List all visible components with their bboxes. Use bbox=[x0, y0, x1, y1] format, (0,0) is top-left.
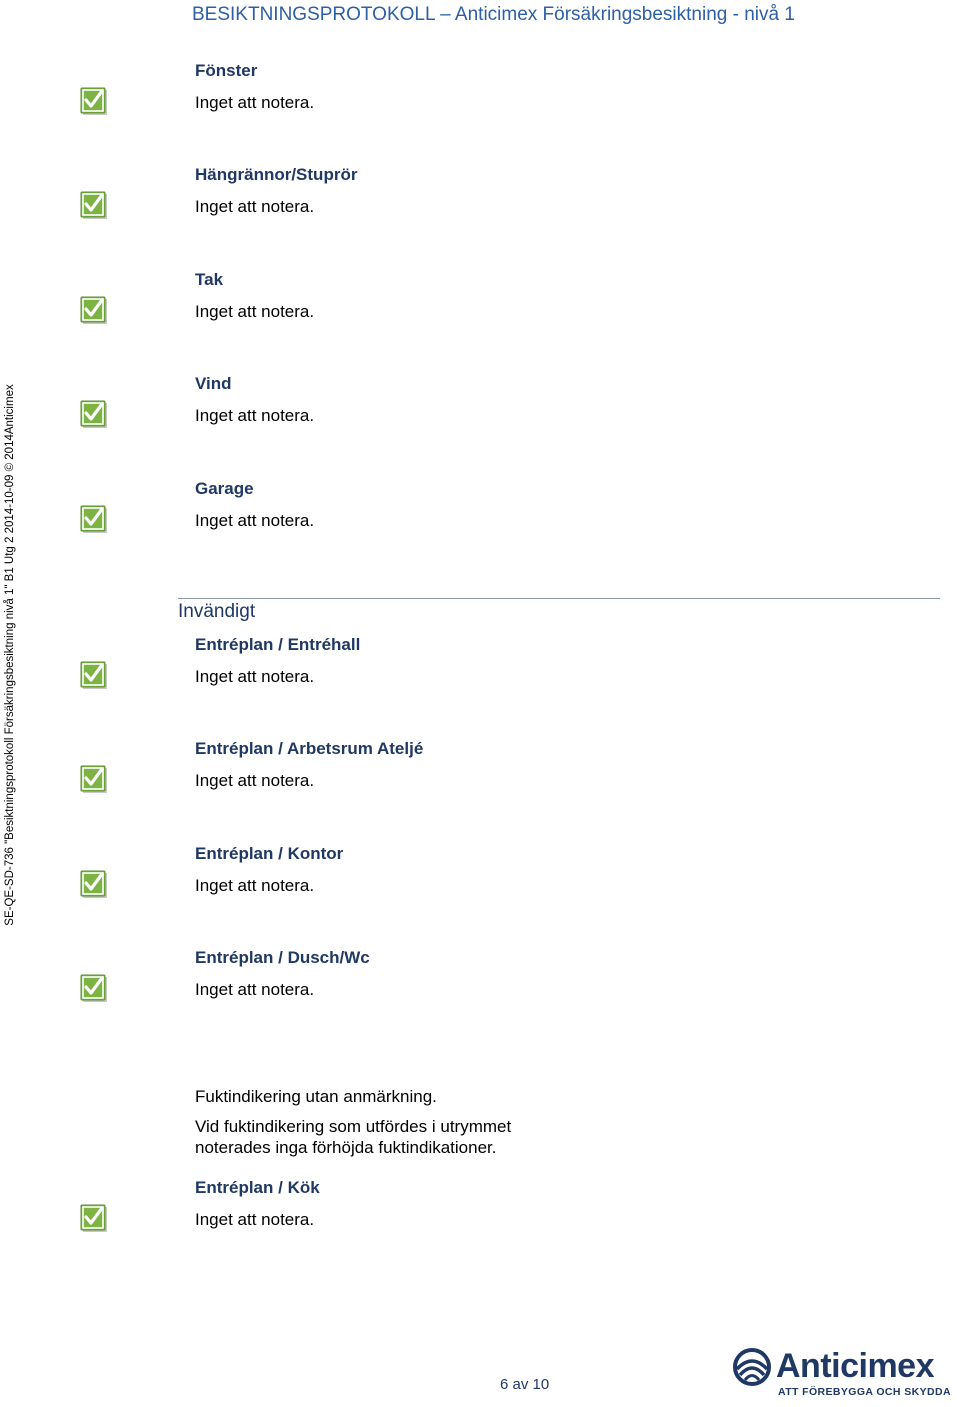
inspection-item bbox=[0, 374, 960, 474]
moisture-summary: Fuktindikering utan anmärkning. bbox=[195, 1087, 437, 1106]
inspection-item bbox=[0, 1178, 960, 1278]
checkmark-icon bbox=[80, 973, 108, 1003]
section-title: Invändigt bbox=[178, 601, 256, 622]
item-title: Entréplan / Dusch/Wc bbox=[195, 948, 370, 967]
checkmark-icon bbox=[80, 1203, 108, 1233]
inspection-item bbox=[0, 165, 960, 265]
item-title: Vind bbox=[195, 374, 232, 393]
item-note: Inget att notera. bbox=[195, 876, 315, 895]
item-title: Entréplan / Entréhall bbox=[195, 635, 361, 654]
item-note: Inget att notera. bbox=[195, 980, 315, 999]
item-note: Inget att notera. bbox=[195, 93, 315, 112]
checkmark-icon bbox=[80, 295, 108, 325]
item-note: Inget att notera. bbox=[195, 1210, 315, 1229]
item-title: Garage bbox=[195, 479, 254, 498]
inspection-item bbox=[0, 635, 960, 735]
checkmark-icon bbox=[80, 504, 108, 534]
item-title: Entréplan / Kök bbox=[195, 1178, 320, 1197]
checkmark-icon bbox=[80, 86, 108, 116]
inspection-item bbox=[0, 739, 960, 839]
item-note: Inget att notera. bbox=[195, 197, 315, 216]
page-number: 6 av 10 bbox=[500, 1376, 550, 1393]
section-divider bbox=[178, 598, 940, 599]
item-note: Inget att notera. bbox=[195, 771, 315, 790]
inspection-item bbox=[0, 844, 960, 944]
logo-wordmark: Anticimex bbox=[776, 1347, 934, 1385]
moisture-detail-line2: noterades inga förhöjda fuktindikationer. bbox=[195, 1138, 497, 1157]
checkmark-icon bbox=[80, 399, 108, 429]
item-title: Entréplan / Arbetsrum Ateljé bbox=[195, 739, 424, 758]
checkmark-icon bbox=[80, 869, 108, 899]
checkmark-icon bbox=[80, 660, 108, 690]
checkmark-icon bbox=[80, 190, 108, 220]
logo-tagline: ATT FÖREBYGGA OCH SKYDDA bbox=[778, 1386, 951, 1398]
item-note: Inget att notera. bbox=[195, 302, 315, 321]
item-note: Inget att notera. bbox=[195, 667, 315, 686]
inspection-item bbox=[0, 948, 960, 1048]
item-note: Inget att notera. bbox=[195, 511, 315, 530]
item-title: Hängrännor/Stuprör bbox=[195, 165, 358, 184]
item-title: Entréplan / Kontor bbox=[195, 844, 344, 863]
item-title: Fönster bbox=[195, 61, 258, 80]
item-note: Inget att notera. bbox=[195, 406, 315, 425]
moisture-detail-line1: Vid fuktindikering som utfördes i utrymmet bbox=[195, 1117, 512, 1136]
document-header: BESIKTNINGSPROTOKOLL – Anticimex Försäkringsbesiktning - nivå 1 bbox=[192, 4, 795, 25]
anticimex-logo bbox=[730, 1345, 955, 1403]
checkmark-icon bbox=[80, 764, 108, 794]
inspection-item bbox=[0, 270, 960, 370]
inspection-item bbox=[0, 479, 960, 579]
document-reference-sidebar: SE-QE-SD-736 "Besiktningsprotokoll Försäkringsbesiktning nivå 1" B1 Utg 2 2014-10-09 © 2014Anticimex bbox=[4, 384, 16, 926]
inspection-item bbox=[0, 61, 960, 161]
logo-mark-icon bbox=[730, 1347, 774, 1387]
item-title: Tak bbox=[195, 270, 224, 289]
